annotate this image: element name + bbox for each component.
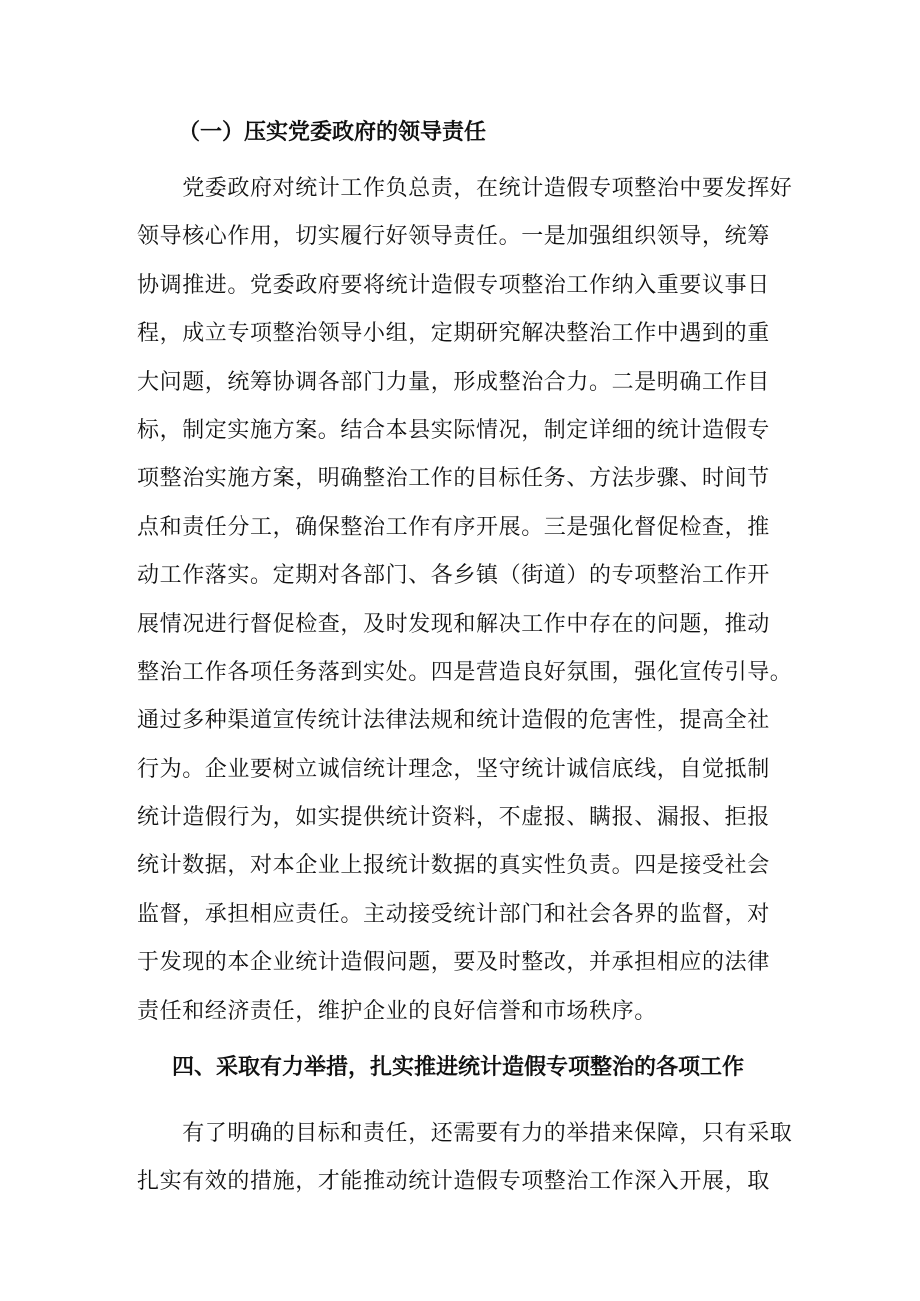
text-line: 标，制定实施方案。结合本县实际情况，制定详细的统计造假专	[137, 417, 770, 443]
text-line: 展情况进行督促检查，及时发现和解决工作中存在的问题，推动	[137, 611, 770, 637]
text-line: 党委政府对统计工作负总责，在统计造假专项整治中要发挥好	[137, 176, 793, 201]
text-line: 有了明确的目标和责任，还需要有力的举措来保障，只有采取	[137, 1121, 793, 1146]
text-line: 协调推进。党委政府要将统计造假专项整治工作纳入重要议事日	[137, 272, 770, 298]
section-heading: 四、采取有力举措，扎实推进统计造假专项整治的各项工作	[172, 1055, 745, 1080]
text-line: 程，成立专项整治领导小组，定期研究解决整治工作中遇到的重	[137, 321, 770, 347]
text-line: 动工作落实。定期对各部门、各乡镇（街道）的专项整治工作开	[137, 563, 770, 589]
text-line: 整治工作各项任务落到实处。四是营造良好氛围，强化宣传引导。	[137, 659, 793, 685]
text-line: 责任和经济责任，维护企业的良好信誉和市场秩序。	[137, 998, 657, 1024]
paragraph-measures	[137, 1110, 797, 1207]
text-line: 领导核心作用，切实履行好领导责任。一是加强组织领导，统筹	[137, 224, 770, 250]
text-line: 扎实有效的措施，才能推动统计造假专项整治工作深入开展，取	[137, 1169, 770, 1195]
paragraph-leadership-responsibility	[137, 165, 797, 1036]
text-line: 行为。企业要树立诚信统计理念，坚守统计诚信底线，自觉抵制	[137, 756, 770, 782]
text-line: 点和责任分工，确保整治工作有序开展。三是强化督促检查，推	[137, 514, 770, 540]
text-line: 大问题，统筹协调各部门力量，形成整治合力。二是明确工作目	[137, 369, 770, 395]
text-line: 统计数据，对本企业上报统计数据的真实性负责。四是接受社会	[137, 853, 770, 879]
text-line: 统计造假行为，如实提供统计资料，不虚报、瞒报、漏报、拒报	[137, 805, 770, 831]
text-line: 监督，承担相应责任。主动接受统计部门和社会各界的监督，对	[137, 901, 770, 927]
text-line: 于发现的本企业统计造假问题，要及时整改，并承担相应的法律	[137, 950, 770, 976]
text-line: 项整治实施方案，明确整治工作的目标任务、方法步骤、时间节	[137, 466, 770, 492]
text-line: 通过多种渠道宣传统计法律法规和统计造假的危害性，提高全社	[137, 708, 770, 734]
section-subheading: （一）压实党委政府的领导责任	[178, 120, 487, 145]
